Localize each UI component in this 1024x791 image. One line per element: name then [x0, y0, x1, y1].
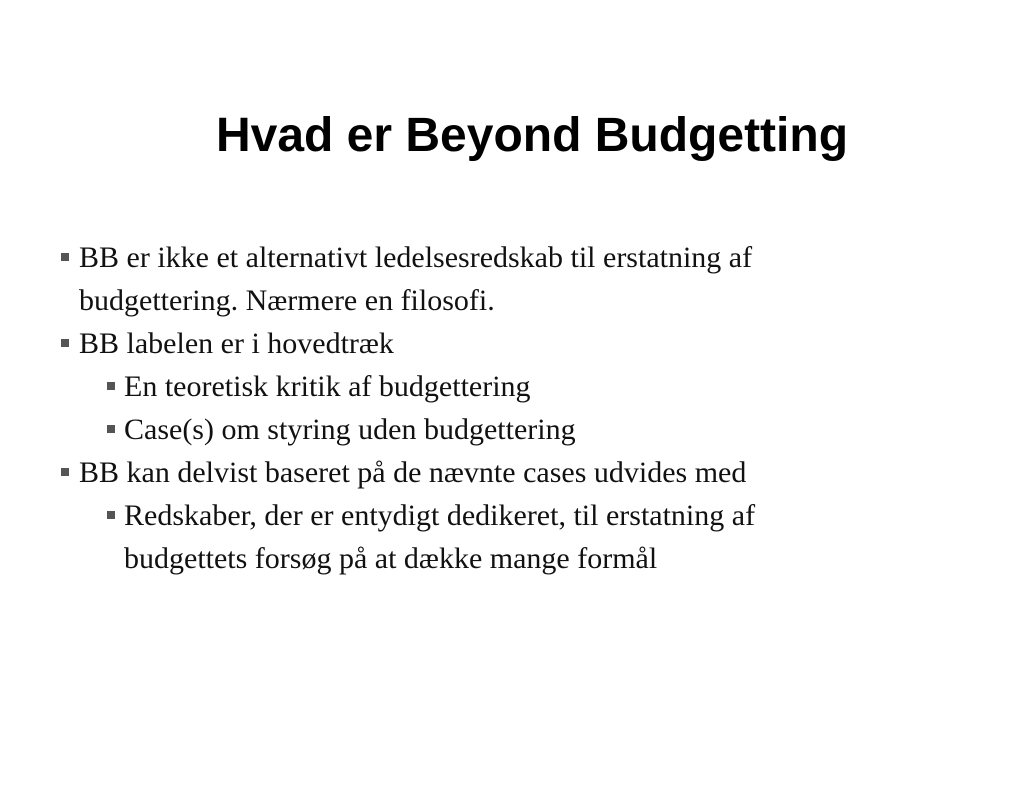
- sub-bullet-text-line: En teoretisk kritik af budgettering: [124, 370, 531, 403]
- sub-bullet-item: [0, 408, 1000, 451]
- square-bullet-icon: [61, 468, 69, 476]
- square-bullet-icon: [61, 253, 69, 261]
- square-bullet-icon: [61, 339, 69, 347]
- bullet-text-line: BB labelen er i hovedtræk: [79, 327, 394, 360]
- bullet-item: [0, 451, 1000, 494]
- sub-bullet-item: [0, 365, 1000, 408]
- square-bullet-icon: [107, 425, 115, 433]
- sub-bullet-text-line: Case(s) om styring uden budgettering: [124, 413, 576, 446]
- square-bullet-icon: [107, 382, 115, 390]
- sub-bullet-text-line: budgettets forsøg på at dække mange formål: [124, 542, 658, 575]
- bullet-text-line: budgettering. Nærmere en filosofi.: [79, 284, 495, 317]
- bullet-list: [0, 236, 1000, 580]
- bullet-item: [0, 322, 1000, 365]
- square-bullet-icon: [107, 511, 115, 519]
- bullet-item: [0, 236, 1000, 322]
- bullet-text-line: BB kan delvist baseret på de nævnte cases udvides med: [79, 456, 747, 489]
- bullet-text-line: BB er ikke et alternativt ledelsesredskab til erstatning af: [79, 241, 753, 274]
- sub-bullet-item: [0, 494, 1000, 580]
- slide-title: Hvad er Beyond Budgetting: [215, 109, 849, 162]
- sub-bullet-text-line: Redskaber, der er entydigt dedikeret, til erstatning af: [124, 499, 756, 532]
